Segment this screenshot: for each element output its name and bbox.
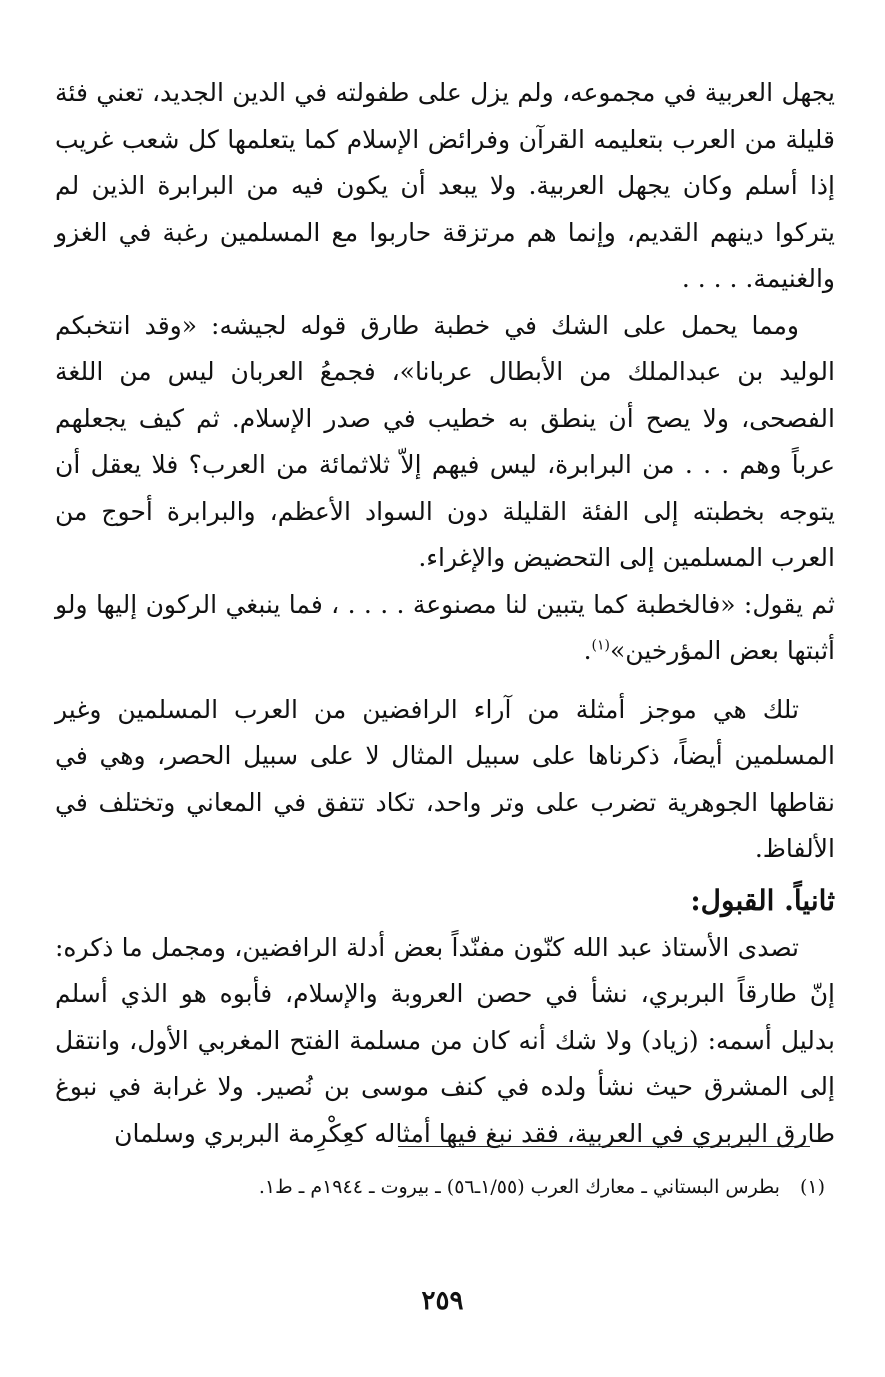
paragraph-1: يجهل العربية في مجموعه، ولم يزل على طفولته في الدين الجديد، تعني فئة قليلة من العرب بتعليمه القرآن وفرائض الإسلام كما يتعلمها كل شعب غريب إذا أسلم وكان يجهل العربية. ولا يبعد أن يكون فيه من البرابرة الذين لم يتركوا دينهم القديم، وإنما هم مرتزقة حاربوا مع المسلمين رغبة في الغزو والغنيمة. . . . . — [55, 78, 836, 293]
footnote-reference: (١) — [591, 637, 610, 654]
paragraph-3 — [55, 582, 835, 675]
paragraph-3-end: . — [583, 636, 592, 665]
paragraph-5: تصدى الأستاذ عبد الله كنّون مفنّداً بعض أدلة الرافضين، ومجمل ما ذكره: إنّ طارقاً البربري، نشأ في حصن العروبة والإسلام، فأبوه هو الذي أسلم بدليل أسمه: (زياد) ولا شك أنه كان من مسلمة الفتح المغربي الأول، وانتقل إلى المشرق حيث نشأ ولده في كنف موسى بن نُصير. ولا غرابة في نبوغ طارق البربري في العربية، فقد نبغ فيها أمثاله كعِكْرِمة البربري وسلمان — [55, 932, 835, 1148]
footnote-text: بطرس البستاني ـ معارك العرب (١/٥٥ـ٥٦) ـ بيروت ـ ١٩٤٤م ـ ط١. — [258, 1176, 780, 1198]
footnote-divider — [398, 1146, 810, 1147]
footnote — [60, 1172, 825, 1202]
paragraph-2: ومما يحمل على الشك في خطبة طارق قوله لجيشه: «وقد انتخبكم الوليد بن عبدالملك من الأبطال عربانا»، فجمعُ العربان ليس من اللغة الفصحى، ولا يصح أن ينطق به خطيب في صدر الإسلام. ثم كيف يجعلهم عرباً وهم . . . من البرابرة، ليس فيهم إلاّ ثلاثمائة من العرب؟ فلا يعقل أن يتوجه بخطبته إلى الفئة القليلة دون السواد الأعظم، والبرابرة أحوج من العرب المسلمين إلى التحضيض والإغراء. — [55, 310, 835, 572]
paragraph-4: تلك هي موجز أمثلة من آراء الرافضين من العرب المسلمين وغير المسلمين أيضاً، ذكرناها على سبيل المثال لا على سبيل الحصر، وهي في نقاطها الجوهرية تضرب على وتر واحد، تكاد تتفق في المعاني وتختلف في الألفاظ. — [55, 694, 835, 863]
section-heading: ثانياً. القبول: — [690, 883, 835, 917]
page-number: ٢٥٩ — [421, 1286, 464, 1316]
footnote-number: (١) — [799, 1176, 825, 1198]
paragraph-3-text: ثم يقول: «فالخطبة كما يتبين لنا مصنوعة . . . . ، فما ينبغي الركون إليها ولو أثبتها بعض المؤرخين» — [55, 589, 835, 665]
